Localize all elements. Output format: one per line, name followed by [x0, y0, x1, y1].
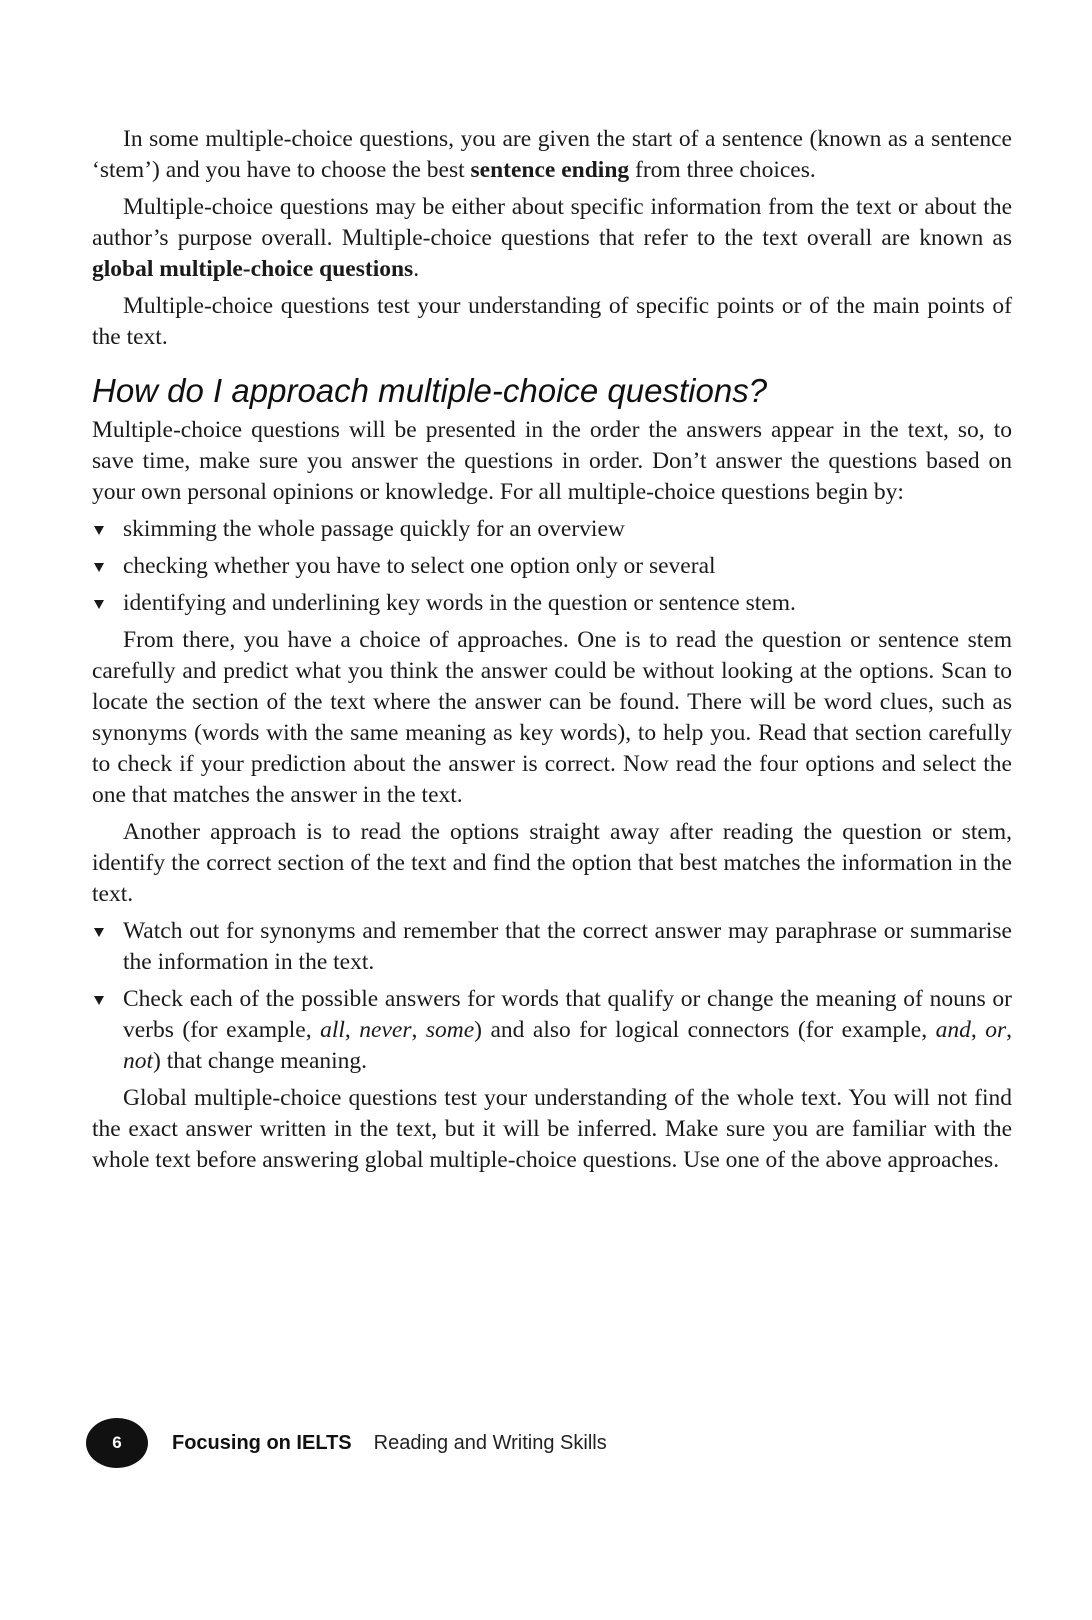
- page-body: [92, 124, 1012, 1182]
- tips-list: [92, 916, 1012, 1077]
- triangle-bullet-icon: [94, 928, 104, 937]
- triangle-bullet-icon: [94, 563, 104, 572]
- series-title: Focusing on IELTS: [172, 1431, 352, 1454]
- intro-paragraph-3: Multiple-choice questions test your understanding of specific points or of the main points of the text.: [92, 293, 1012, 350]
- list-item: checking whether you have to select one option only or several: [92, 551, 1012, 582]
- section-paragraph-2: From there, you have a choice of approaches. One is to read the question or sentence stem carefully and predict what you think the answer could be without looking at the options. Scan to locate the section of the text where the answer can be found. There will be word clues, such as synonyms (words with the same meaning as key words), to help you. Read that section carefully to check if your prediction about the answer is correct. Now read the four options and select the one that matches the answer in the text.: [92, 627, 1012, 808]
- list-item: identifying and underlining key words in the question or sentence stem.: [92, 588, 1012, 619]
- book-subtitle: Reading and Writing Skills: [373, 1431, 607, 1454]
- section-paragraph-4: Global multiple-choice questions test your understanding of the whole text. You will not find the exact answer written in the text, but it will be inferred. Make sure you are familiar with the whole text before answering global multiple-choice questions. Use one of the above approaches.: [92, 1085, 1012, 1173]
- triangle-bullet-icon: [94, 600, 104, 609]
- term-sentence-ending: sentence ending: [470, 157, 630, 183]
- triangle-bullet-icon: [94, 996, 104, 1005]
- intro-paragraph-2: Multiple-choice questions may be either about specific information from the text or about the author’s purpose overall. Multiple-choice questions that refer to the text overall are known as global multiple-choice questions.: [92, 194, 1012, 282]
- steps-list: [92, 514, 1012, 619]
- list-item: Watch out for synonyms and remember that the correct answer may paraphrase or summarise the information in the text.: [92, 916, 1012, 978]
- section-heading: How do I approach multiple-choice questions?: [92, 372, 768, 409]
- term-global-mcq: global multiple-choice questions: [92, 256, 414, 282]
- list-item: Check each of the possible answers for words that qualify or change the meaning of nouns or verbs (for example, all, never, some) and also for logical connectors (for example, and, or, not) that change meaning.: [92, 984, 1012, 1077]
- intro-paragraph-1: In some multiple-choice questions, you are given the start of a sentence (known as a sentence ‘stem’) and you have to choose the best sentence ending from three choices.: [92, 126, 1012, 183]
- section-paragraph-3: Another approach is to read the options straight away after reading the question or stem, identify the correct section of the text and find the option that best matches the information in the text.: [92, 819, 1012, 907]
- triangle-bullet-icon: [94, 526, 104, 535]
- page-number-badge: 6: [86, 1418, 148, 1468]
- section-paragraph-1: Multiple-choice questions will be presented in the order the answers appear in the text, so, to save time, make sure you answer the questions in order. Don’t answer the questions based on your own personal opinions or knowledge. For all multiple-choice questions begin by:: [92, 417, 1012, 505]
- page-footer: [86, 1418, 786, 1468]
- list-item: skimming the whole passage quickly for an overview: [92, 514, 1012, 545]
